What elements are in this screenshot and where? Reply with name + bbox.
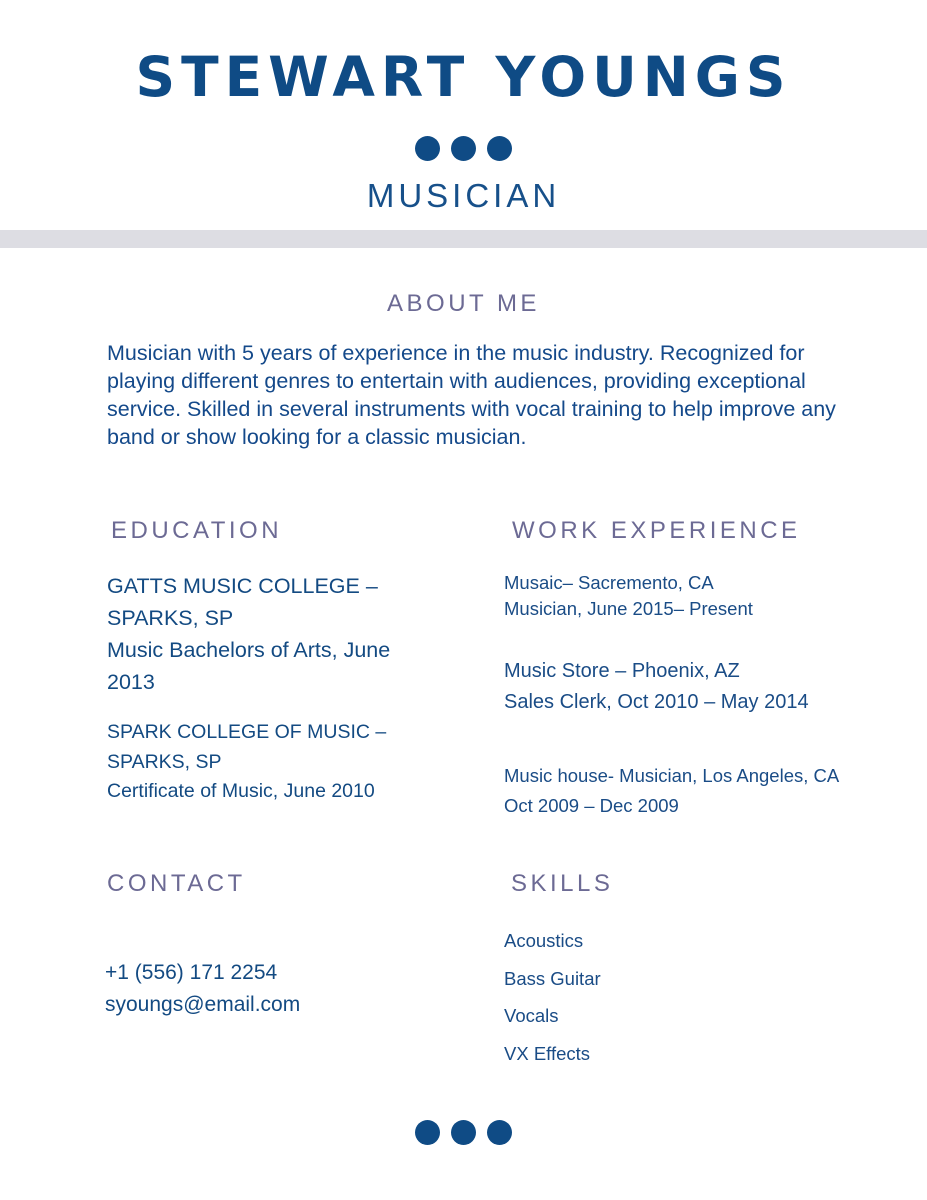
resume-name: STEWART YOUNGS	[135, 45, 792, 109]
skill-item: Bass Guitar	[504, 967, 601, 989]
dot-icon	[415, 1120, 440, 1145]
skills-heading: SKILLS	[511, 870, 614, 897]
job-title: MUSICIAN	[366, 177, 561, 214]
education-heading: EDUCATION	[111, 517, 283, 544]
education-entry	[107, 570, 397, 698]
work-employer: Musaic– Sacremento, CA	[504, 572, 714, 593]
dot-icon	[451, 136, 476, 161]
skill-item: Acoustics	[504, 930, 584, 951]
work-role: Oct 2009 – Dec 2009	[504, 795, 679, 816]
skills-list	[504, 926, 601, 1076]
work-role: Musician, June 2015– Present	[504, 598, 753, 619]
contact-phone: +1 (556) 171 2254	[105, 961, 278, 984]
work-experience-heading: WORK EXPERIENCE	[512, 517, 801, 544]
work-entry	[504, 570, 753, 622]
contact-heading: CONTACT	[107, 870, 246, 897]
skill-item: Vocals	[504, 1005, 559, 1026]
education-entry	[107, 718, 397, 807]
education-degree: Certificate of Music, June 2010	[107, 780, 375, 802]
contact-details	[105, 957, 300, 1021]
skill-item: VX Effects	[504, 1042, 591, 1064]
work-employer: Music Store – Phoenix, AZ	[504, 660, 740, 682]
work-entry	[504, 656, 809, 718]
about-text: Musician with 5 years of experience in the music industry. Recognized for playing different genres to entertain with audiences, providing exceptional service. Skilled in several instruments with vocal training to help improve any band or show looking for a classic musician.	[107, 341, 836, 449]
dot-icon	[487, 1120, 512, 1145]
top-dot-ornament	[0, 136, 927, 161]
work-employer: Music house- Musician, Los Angeles, CA	[504, 765, 840, 786]
bottom-dot-ornament	[0, 1120, 927, 1145]
header-divider-band	[0, 230, 927, 248]
dot-icon	[415, 136, 440, 161]
education-school: SPARK COLLEGE OF MUSIC – SPARKS, SP	[107, 721, 387, 773]
about-heading: ABOUT ME	[387, 290, 540, 317]
contact-email: syoungs@email.com	[105, 993, 301, 1016]
dot-icon	[451, 1120, 476, 1145]
work-role: Sales Clerk, Oct 2010 – May 2014	[504, 691, 809, 713]
education-degree: Music Bachelors of Arts, June 2013	[107, 638, 391, 694]
dot-icon	[487, 136, 512, 161]
education-school: GATTS MUSIC COLLEGE – SPARKS, SP	[107, 574, 378, 630]
work-entry	[504, 761, 839, 821]
